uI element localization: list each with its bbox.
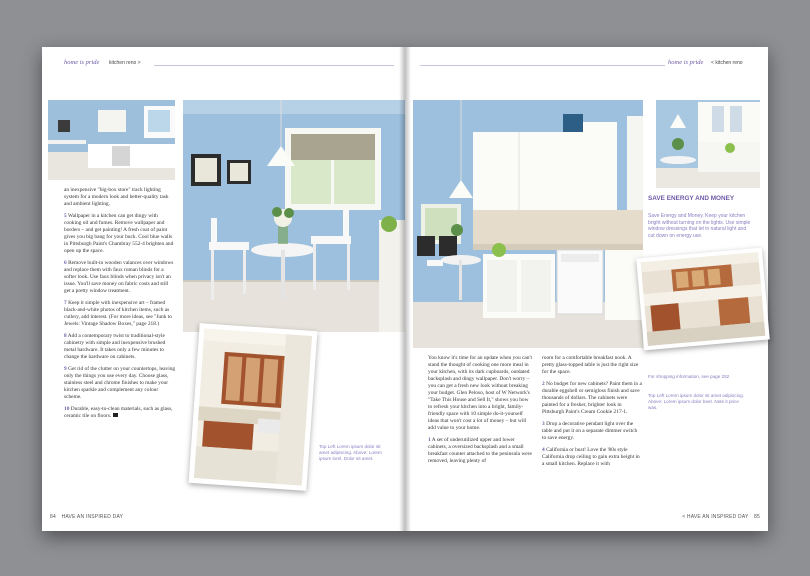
item-number: 1 bbox=[428, 437, 431, 443]
item-text: Remove built-in wooden valances over windows and replace them with faux roman blinds for a softer look. Use faux blinds when privacy isn't an issue. You'll save money on fabric costs and still get a pretty window treatment. bbox=[64, 260, 174, 294]
list-item bbox=[64, 406, 176, 420]
list-item bbox=[542, 421, 642, 442]
item-text: Keep it simple with inexpensive art – framed black-and-white photos of kitchen items, such as cutlery, add interest. (For more ideas, see "Junk to Jewels: Vintage Shadow Boxes," page 218.) bbox=[64, 300, 172, 327]
item-text: Durable, easy-to-clean materials, such as glass, ceramic tile on floors. bbox=[64, 406, 173, 419]
item-text: California or bust! Love the '80s style California drop ceiling to gain extra height in a small kitchen. Replace it with bbox=[542, 447, 640, 467]
item-number: 7 bbox=[64, 300, 67, 306]
footer-tagline: < HAVE AN INSPIRED DAY bbox=[682, 514, 749, 520]
continued-paragraph: room for a comfortable breakfast nook. A pretty glass-topped table is just the right size for the space. bbox=[542, 355, 639, 375]
item-number: 6 bbox=[64, 260, 67, 266]
sidebar-title: SAVE ENERGY AND MONEY bbox=[648, 195, 735, 202]
item-number: 3 bbox=[542, 421, 545, 427]
list-item bbox=[64, 300, 176, 328]
list-item bbox=[64, 333, 176, 361]
left-photo-caption: Top Left Lorem ipsum dolor sit amet adipiscing. Above: Lorem ipsum lorel. Dolor sit amet. bbox=[319, 444, 382, 461]
item-number: 4 bbox=[542, 447, 545, 453]
right-header-section: < kitchen reno bbox=[711, 60, 743, 66]
right-folio bbox=[682, 514, 760, 520]
left-header bbox=[64, 59, 141, 66]
item-text: No budget for new cabinets? Paint them in a durable eggshell or semigloss finish and save thousands of dollars. The cabinets were painted for a fresher, brighter look in Pittsburgh Paint's Cream Cookie 217-1. bbox=[542, 381, 642, 415]
list-item bbox=[64, 366, 176, 401]
item-text: Add a contemporary twist to traditional-style cabinetry with simple and inexpensive brushed metal hardware. It takes only a few minutes to change the hardware on cabinets. bbox=[64, 333, 166, 360]
right-header-title: home is pride bbox=[668, 59, 704, 66]
item-text: Drop a decorative pendant light over the table and put it on a separate dimmer switch to save energy. bbox=[542, 421, 638, 441]
item-number: 8 bbox=[64, 333, 67, 339]
kitchen-photo-small bbox=[48, 100, 175, 180]
before-kitchen-photo bbox=[194, 328, 312, 485]
item-number: 5 bbox=[64, 213, 67, 219]
after-kitchen-photo bbox=[641, 252, 766, 346]
page-number: 85 bbox=[754, 514, 760, 520]
list-item bbox=[64, 213, 176, 255]
list-item bbox=[428, 437, 534, 465]
right-text-column-2 bbox=[542, 355, 642, 473]
left-header-section: kitchen reno > bbox=[109, 60, 141, 66]
magazine-spread bbox=[42, 47, 768, 531]
list-item bbox=[64, 260, 176, 295]
item-number: 10 bbox=[64, 406, 70, 412]
left-folio bbox=[50, 514, 123, 520]
footer-tagline: HAVE AN INSPIRED DAY bbox=[61, 514, 124, 520]
item-text: A set of underutilized upper and lower cabinets, a oversized backsplash and a small breakfast counter attached to the peninsula were removed, leaving plenty of bbox=[428, 437, 532, 464]
item-number: 9 bbox=[64, 366, 67, 372]
spine-gutter bbox=[399, 47, 411, 531]
right-header bbox=[668, 59, 743, 66]
item-text: Get rid of the clutter on your countertops, leaving only the things you use every day. Choose glass, stainless steel and chrome finishes to make your kitchen sparkle and complement any colour scheme. bbox=[64, 366, 176, 400]
left-text-column bbox=[64, 187, 176, 425]
shopping-info: For shopping information, see page 252 bbox=[648, 374, 730, 379]
right-text-column-1 bbox=[428, 355, 534, 470]
left-intro-paragraph: an inexpensive "big-box store" track lighting system for a modern look and better-quality task and ambient lighting. bbox=[64, 187, 169, 207]
before-photo-frame bbox=[189, 323, 318, 491]
kitchen-photo-main bbox=[183, 100, 405, 332]
right-header-rule bbox=[420, 65, 665, 66]
left-header-title: home is pride bbox=[64, 59, 100, 66]
after-photo-frame bbox=[636, 248, 770, 351]
intro-paragraph: You know it's time for an update when you can't stand the thought of cooking one more meal in your kitchen, with its dark cupboards, outdated backsplash and dingy wallpaper. Don't worry – you can get a fresh new look without breaking your budget. Glen Peloso, host of W Network's "Take This House and Sell It," shows you how to refresh your kitchen into a bright, family-friendly space with 10 simple do-it-yourself ideas that won't cost a lot of money – but will add value to your home. bbox=[428, 355, 532, 431]
kitchen-photo-wide bbox=[413, 100, 643, 348]
list-item bbox=[542, 447, 642, 468]
list-item bbox=[542, 381, 642, 416]
item-number: 2 bbox=[542, 381, 545, 387]
sidebar-body: Save Energy and Money. Keep your kitchen bright without turning on the lights. Use simple window dressings that let in natural light and cut down on energy use. bbox=[648, 213, 751, 239]
end-mark-icon bbox=[113, 413, 118, 417]
item-text: Wallpaper in a kitchen can get dingy with cooking oil and fumes. Remove wallpaper and borders – and get painting! A fresh coat of paint gives you big bang for your buck. Cool blue walls in Pittsburgh Paint's Chambray 552-4 brighten and open up the space. bbox=[64, 213, 174, 254]
page-number: 84 bbox=[50, 514, 56, 520]
left-header-rule bbox=[154, 65, 394, 66]
right-photo-caption: Top Left Lorem ipsum dolor sit amet adipiscing. Above: Lorem ipsum dolor beet. Note it price was. bbox=[648, 393, 745, 410]
nook-photo-small bbox=[656, 100, 760, 188]
